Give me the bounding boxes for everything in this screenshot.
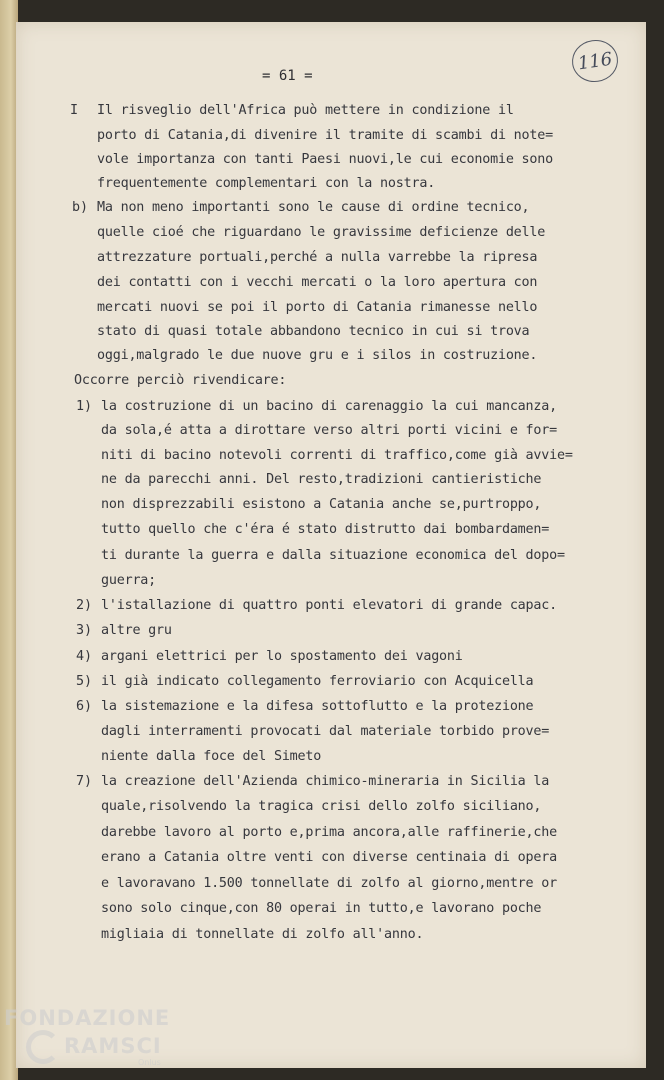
text-line: darebbe lavoro al porto e,prima ancora,alle raffinerie,che — [101, 825, 557, 840]
text-line: altre gru — [101, 623, 172, 638]
item-marker-6: 6) — [76, 699, 93, 714]
text-line: vole importanza con tanti Paesi nuovi,le cui economie sono — [97, 152, 553, 167]
text-line: Ma non meno importanti sono le cause di ordine tecnico, — [97, 200, 530, 215]
text-line: ne da parecchi anni. Del resto,tradizioni cantieristiche — [101, 472, 542, 487]
section-marker-b: b) — [72, 200, 89, 215]
item-marker-5: 5) — [76, 674, 93, 689]
text-line: attrezzature portuali,perché a nulla varrebbe la ripresa — [97, 250, 538, 265]
text-line: Il risveglio dell'Africa può mettere in condizione il — [97, 103, 514, 118]
text-line: mercati nuovi se poi il porto di Catania rimanesse nello — [97, 300, 538, 315]
text-line: il già indicato collegamento ferroviario con Acquicella — [101, 674, 534, 689]
item-marker-7: 7) — [76, 774, 93, 789]
text-line: l'istallazione di quattro ponti elevatori di grande capac. — [101, 598, 557, 613]
text-line: da sola,é atta a dirottare verso altri porti vicini e for= — [101, 423, 557, 438]
text-line: la sistemazione e la difesa sottoflutto e la protezione — [101, 699, 534, 714]
text-line: erano a Catania oltre venti con diverse centinaia di opera — [101, 850, 557, 865]
text-line: guerra; — [101, 573, 157, 588]
text-line: dagli interramenti provocati dal materiale torbido prove= — [101, 724, 550, 739]
text-line: non disprezzabili esistono a Catania anche se,purtroppo, — [101, 497, 542, 512]
text-line: niti di bacino notevoli correnti di traffico,come già avvie= — [101, 448, 573, 463]
page-number-header: = 61 = — [262, 68, 313, 84]
item-marker-4: 4) — [76, 649, 93, 664]
text-line: tutto quello che c'éra é stato distrutto dai bombardamen= — [101, 522, 550, 537]
item-marker-1: 1) — [76, 399, 93, 414]
text-line: stato di quasi totale abbandono tecnico in cui si trova — [97, 324, 530, 339]
text-line: e lavoravano 1.500 tonnellate di zolfo al giorno,mentre or — [101, 876, 557, 891]
text-line: quale,risolvendo la tragica crisi dello zolfo siciliano, — [101, 799, 542, 814]
text-line: niente dalla foce del Simeto — [101, 749, 322, 764]
text-line: sono solo cinque,con 80 operai in tutto,e lavorano poche — [101, 901, 542, 916]
text-line: argani elettrici per lo spostamento dei vagoni — [101, 649, 463, 664]
text-line: Occorre perciò rivendicare: — [74, 373, 287, 388]
text-line: dei contatti con i vecchi mercati o la loro apertura con — [97, 275, 538, 290]
text-line: migliaia di tonnellate di zolfo all'anno. — [101, 927, 424, 942]
watermark-g-logo-icon — [26, 1030, 60, 1064]
text-line: oggi,malgrado le due nuove gru e i silos in costruzione. — [97, 348, 538, 363]
text-line: la creazione dell'Azienda chimico-mineraria in Sicilia la — [101, 774, 550, 789]
text-line: ti durante la guerra e dalla situazione economica del dopo= — [101, 548, 565, 563]
item-marker-2: 2) — [76, 598, 93, 613]
archive-page-number: 116 — [576, 48, 614, 74]
section-marker-i: I — [70, 103, 79, 118]
item-marker-3: 3) — [76, 623, 93, 638]
watermark-name: RAMSCI — [64, 1034, 162, 1058]
text-line: frequentemente complementari con la nostra. — [97, 176, 436, 191]
text-line: porto di Catania,di divenire il tramite di scambi di note= — [97, 128, 553, 143]
watermark-tagline: Onlus — [138, 1058, 161, 1067]
text-line: quelle cioé che riguardano le gravissime deficienze delle — [97, 225, 546, 240]
watermark-foundation: FONDAZIONE — [4, 1006, 171, 1030]
text-line: la costruzione di un bacino di carenaggio la cui mancanza, — [101, 399, 557, 414]
